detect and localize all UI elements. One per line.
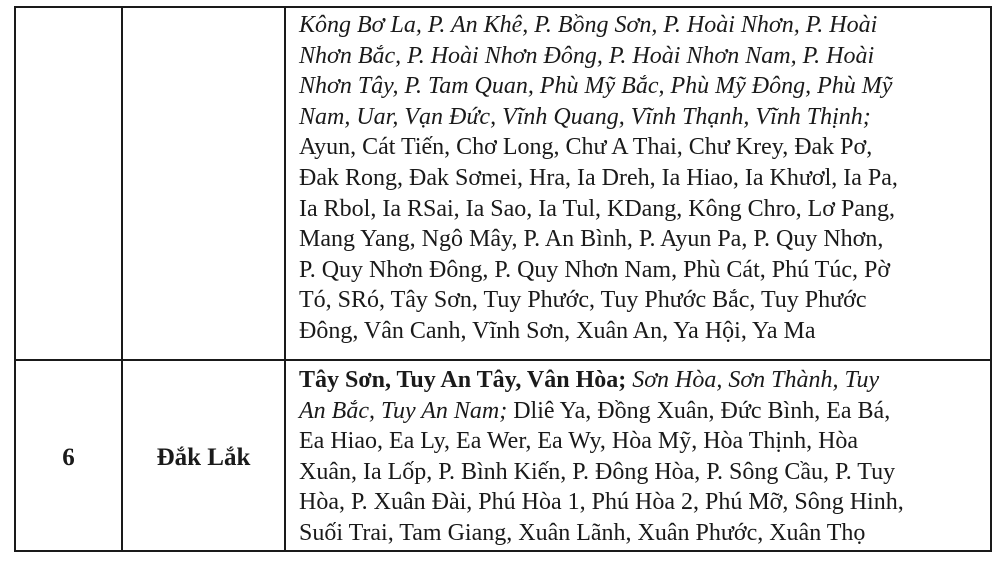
units-line [299, 224, 989, 255]
units-text-segment: Nam, Uar, Vạn Đức, Vĩnh Quang, Vĩnh Thạnh, Vĩnh Thịnh; [299, 103, 871, 130]
row-1-units-cell [299, 10, 989, 347]
units-line [299, 102, 989, 133]
row-2-stt: 6 [62, 443, 75, 471]
units-text-segment: Ea Hiao, Ea Ly, Ea Wer, Ea Wy, Hòa Mỹ, Hòa Thịnh, Hòa [299, 428, 859, 455]
units-line [299, 365, 989, 396]
units-text-segment: Xuân, Ia Lốp, P. Bình Kiến, P. Đông Hòa, P. Sông Cầu, P. Tuy [299, 458, 896, 485]
units-line [299, 487, 989, 518]
units-line [299, 457, 989, 488]
units-text-segment: Đông, Vân Canh, Vĩnh Sơn, Xuân An, Ya Hội, Ya Ma [299, 317, 816, 344]
units-text-segment: Ia Rbol, Ia RSai, Ia Sao, Ia Tul, KDang, Kông Chro, Lơ Pang, [299, 195, 895, 222]
units-text-segment: Tó, SRó, Tây Sơn, Tuy Phước, Tuy Phước Bắc, Tuy Phước [299, 287, 867, 314]
units-text-segment: Hòa, P. Xuân Đài, Phú Hòa 1, Phú Hòa 2, Phú Mỡ, Sông Hinh, [299, 489, 904, 516]
units-text-segment: An Bắc, Tuy An Nam; [299, 397, 508, 424]
units-line [299, 132, 989, 163]
units-line [299, 285, 989, 316]
units-text-segment: Tây Sơn, Tuy An Tây, Vân Hòa; [299, 367, 627, 393]
units-text-segment: Sơn Hòa, Sơn Thành, Tuy [626, 367, 880, 393]
units-line [299, 71, 989, 102]
units-text-segment: Suối Trai, Tam Giang, Xuân Lãnh, Xuân Phước, Xuân Thọ [299, 519, 866, 546]
units-line [299, 10, 989, 41]
units-line [299, 163, 989, 194]
row-1-stt [16, 8, 121, 359]
admin-units-table [14, 6, 992, 552]
units-text-segment: P. Quy Nhơn Đông, P. Quy Nhơn Nam, Phù Cát, Phú Túc, Pờ [299, 256, 891, 283]
units-text-segment: Kông Bơ La, P. An Khê, P. Bồng Sơn, P. Hoài Nhơn, P. Hoài [299, 12, 878, 38]
units-line [299, 194, 989, 225]
units-text-segment: Ayun, Cát Tiến, Chơ Long, Chư A Thai, Chư Krey, Đak Pơ, [299, 134, 873, 161]
units-text-segment: Đak Rong, Đak Sơmei, Hra, Ia Dreh, Ia Hiao, Ia Khươl, Ia Pa, [299, 164, 898, 191]
units-line [299, 316, 989, 347]
units-text-segment: Dliê Ya, Đồng Xuân, Đức Bình, Ea Bá, [507, 397, 891, 424]
units-line [299, 518, 989, 549]
row-divider [16, 359, 990, 361]
row-2-units-cell [299, 365, 989, 549]
units-line [299, 396, 989, 427]
units-line [299, 41, 989, 72]
units-text-segment: Nhơn Bắc, P. Hoài Nhơn Đông, P. Hoài Nhơn Nam, P. Hoài [299, 42, 875, 69]
row-2-province: Đắk Lắk [156, 443, 251, 471]
units-line [299, 426, 989, 457]
units-text-segment: Nhơn Tây, P. Tam Quan, Phù Mỹ Bắc, Phù Mỹ Đông, Phù Mỹ [299, 73, 893, 100]
units-line [299, 255, 989, 286]
units-text-segment: Mang Yang, Ngô Mây, P. An Bình, P. Ayun Pa, P. Quy Nhơn, [299, 226, 884, 253]
column-divider-2 [284, 8, 286, 550]
row-1-province [123, 8, 284, 359]
